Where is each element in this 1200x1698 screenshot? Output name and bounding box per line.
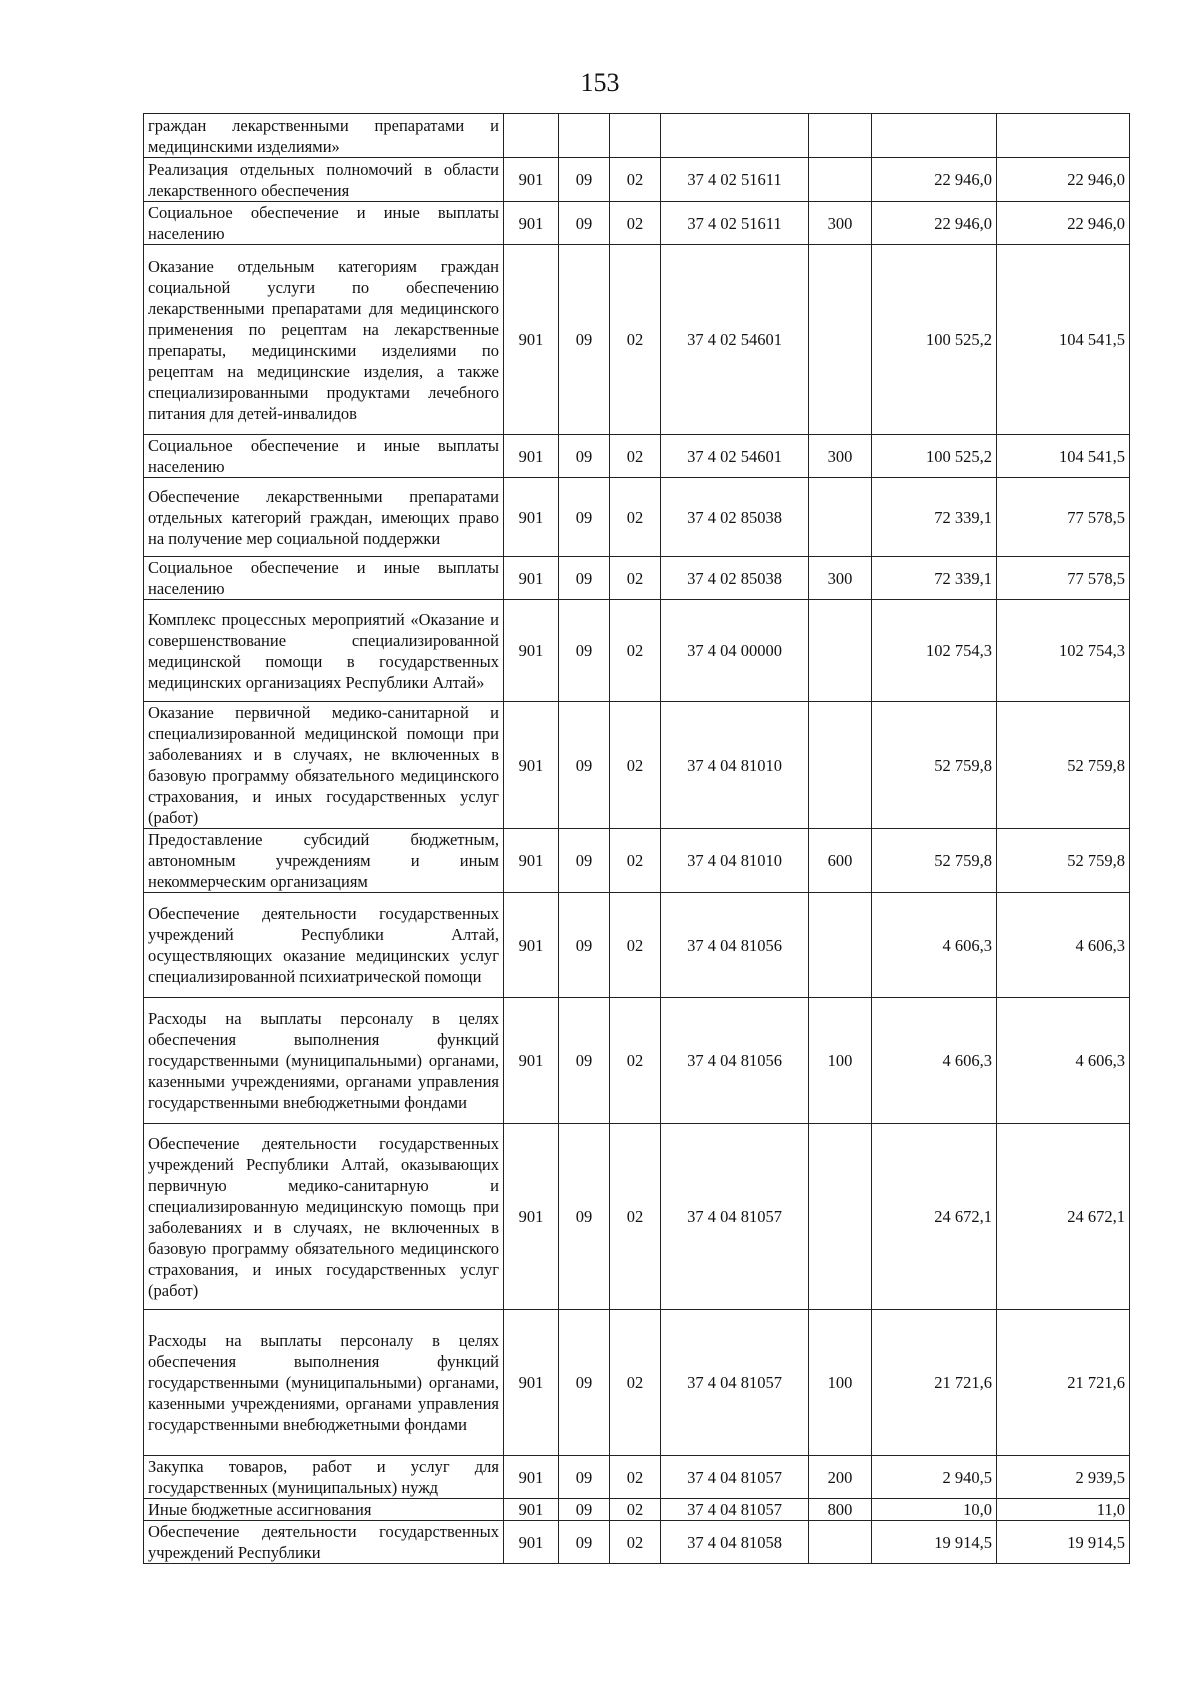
cell-amount-year-1: 22 946,0 <box>872 158 997 202</box>
cell-target-article: 37 4 04 81010 <box>661 829 809 893</box>
cell-amount-year-1: 72 339,1 <box>872 478 997 557</box>
table-row <box>144 245 1130 435</box>
cell-expense-type <box>809 245 872 435</box>
cell-amount-year-2: 21 721,6 <box>997 1310 1130 1456</box>
table-row <box>144 435 1130 478</box>
cell-description: граждан лекарственными препаратами и медицинскими изделиями» <box>144 114 504 158</box>
cell-target-article: 37 4 04 81057 <box>661 1124 809 1310</box>
cell-amount-year-1: 100 525,2 <box>872 435 997 478</box>
cell-target-article: 37 4 04 81056 <box>661 998 809 1124</box>
cell-description: Расходы на выплаты персоналу в целях обеспечения выполнения функций государственными (муниципальными) органами, казенными учреждениями, органами управления государственными внебюджетными фондами <box>144 998 504 1124</box>
cell-subsection: 02 <box>610 1521 661 1564</box>
cell-section: 09 <box>559 702 610 829</box>
cell-amount-year-1: 4 606,3 <box>872 998 997 1124</box>
cell-description: Обеспечение деятельности государственных учреждений Республики Алтай, осуществляющих оказание медицинских услуг специализированной психиатрической помощи <box>144 893 504 998</box>
cell-admin-code: 901 <box>504 1521 559 1564</box>
cell-description: Оказание отдельным категориям граждан социальной услуги по обеспечению лекарственными препаратами для медицинского применения по рецептам на лекарственные препараты, медицинскими изделиями по рецептам на медицинские изделия, а также специализированными продуктами лечебного питания для детей-инвалидов <box>144 245 504 435</box>
table-row <box>144 1124 1130 1310</box>
cell-subsection: 02 <box>610 702 661 829</box>
table-row <box>144 1521 1130 1564</box>
cell-expense-type: 300 <box>809 435 872 478</box>
cell-admin-code: 901 <box>504 998 559 1124</box>
table-row <box>144 557 1130 600</box>
cell-section: 09 <box>559 600 610 702</box>
cell-target-article: 37 4 02 54601 <box>661 245 809 435</box>
cell-expense-type: 100 <box>809 1310 872 1456</box>
cell-expense-type <box>809 600 872 702</box>
cell-section: 09 <box>559 202 610 245</box>
table-row <box>144 114 1130 158</box>
cell-description: Комплекс процессных мероприятий «Оказание и совершенствование специализированной медицинской помощи в государственных медицинских организациях Республики Алтай» <box>144 600 504 702</box>
cell-expense-type: 300 <box>809 202 872 245</box>
cell-subsection: 02 <box>610 893 661 998</box>
table-row <box>144 1499 1130 1521</box>
cell-admin-code: 901 <box>504 478 559 557</box>
cell-section: 09 <box>559 1499 610 1521</box>
table-row <box>144 998 1130 1124</box>
cell-amount-year-1: 52 759,8 <box>872 702 997 829</box>
cell-section: 09 <box>559 1310 610 1456</box>
cell-amount-year-2: 77 578,5 <box>997 478 1130 557</box>
cell-target-article: 37 4 04 81056 <box>661 893 809 998</box>
cell-subsection: 02 <box>610 1124 661 1310</box>
cell-admin-code: 901 <box>504 893 559 998</box>
cell-amount-year-2: 102 754,3 <box>997 600 1130 702</box>
cell-section: 09 <box>559 158 610 202</box>
cell-target-article: 37 4 04 81057 <box>661 1310 809 1456</box>
cell-description: Обеспечение лекарственными препаратами отдельных категорий граждан, имеющих право на получение мер социальной поддержки <box>144 478 504 557</box>
cell-amount-year-2 <box>997 114 1130 158</box>
table-row <box>144 1310 1130 1456</box>
cell-description: Обеспечение деятельности государственных учреждений Республики <box>144 1521 504 1564</box>
cell-section: 09 <box>559 1456 610 1499</box>
cell-amount-year-2: 52 759,8 <box>997 702 1130 829</box>
cell-admin-code: 901 <box>504 1310 559 1456</box>
budget-table <box>143 113 1130 1564</box>
cell-amount-year-2: 4 606,3 <box>997 893 1130 998</box>
cell-amount-year-1: 19 914,5 <box>872 1521 997 1564</box>
cell-section: 09 <box>559 1521 610 1564</box>
cell-admin-code <box>504 114 559 158</box>
cell-admin-code: 901 <box>504 702 559 829</box>
cell-amount-year-2: 24 672,1 <box>997 1124 1130 1310</box>
cell-target-article: 37 4 04 00000 <box>661 600 809 702</box>
cell-section: 09 <box>559 829 610 893</box>
cell-expense-type <box>809 893 872 998</box>
cell-description: Оказание первичной медико-санитарной и специализированной медицинской помощи при заболеваниях и в случаях, не включенных в базовую программу обязательного медицинского страхования, и иных государственных услуг (работ) <box>144 702 504 829</box>
cell-target-article <box>661 114 809 158</box>
cell-amount-year-2: 4 606,3 <box>997 998 1130 1124</box>
cell-subsection: 02 <box>610 1499 661 1521</box>
cell-description: Социальное обеспечение и иные выплаты населению <box>144 202 504 245</box>
cell-expense-type: 600 <box>809 829 872 893</box>
cell-expense-type <box>809 1521 872 1564</box>
cell-expense-type <box>809 114 872 158</box>
cell-admin-code: 901 <box>504 600 559 702</box>
cell-target-article: 37 4 02 54601 <box>661 435 809 478</box>
cell-amount-year-2: 52 759,8 <box>997 829 1130 893</box>
cell-subsection <box>610 114 661 158</box>
cell-expense-type: 100 <box>809 998 872 1124</box>
cell-section <box>559 114 610 158</box>
cell-target-article: 37 4 02 51611 <box>661 158 809 202</box>
cell-description: Реализация отдельных полномочий в области лекарственного обеспечения <box>144 158 504 202</box>
cell-amount-year-1: 102 754,3 <box>872 600 997 702</box>
cell-section: 09 <box>559 245 610 435</box>
cell-amount-year-2: 104 541,5 <box>997 435 1130 478</box>
cell-amount-year-1: 4 606,3 <box>872 893 997 998</box>
table-row <box>144 702 1130 829</box>
table-row <box>144 478 1130 557</box>
cell-target-article: 37 4 02 85038 <box>661 478 809 557</box>
cell-expense-type: 800 <box>809 1499 872 1521</box>
cell-subsection: 02 <box>610 478 661 557</box>
cell-amount-year-1: 72 339,1 <box>872 557 997 600</box>
cell-expense-type: 300 <box>809 557 872 600</box>
cell-admin-code: 901 <box>504 829 559 893</box>
cell-section: 09 <box>559 1124 610 1310</box>
cell-amount-year-1: 10,0 <box>872 1499 997 1521</box>
cell-amount-year-2: 22 946,0 <box>997 158 1130 202</box>
cell-amount-year-1 <box>872 114 997 158</box>
cell-amount-year-2: 104 541,5 <box>997 245 1130 435</box>
cell-target-article: 37 4 04 81010 <box>661 702 809 829</box>
cell-section: 09 <box>559 478 610 557</box>
cell-section: 09 <box>559 435 610 478</box>
cell-admin-code: 901 <box>504 158 559 202</box>
cell-target-article: 37 4 02 51611 <box>661 202 809 245</box>
table-row <box>144 202 1130 245</box>
cell-subsection: 02 <box>610 600 661 702</box>
cell-subsection: 02 <box>610 435 661 478</box>
table-row <box>144 829 1130 893</box>
cell-amount-year-2: 22 946,0 <box>997 202 1130 245</box>
cell-section: 09 <box>559 557 610 600</box>
cell-expense-type <box>809 158 872 202</box>
cell-target-article: 37 4 04 81057 <box>661 1456 809 1499</box>
cell-description: Социальное обеспечение и иные выплаты населению <box>144 557 504 600</box>
cell-amount-year-2: 19 914,5 <box>997 1521 1130 1564</box>
cell-admin-code: 901 <box>504 1499 559 1521</box>
cell-section: 09 <box>559 998 610 1124</box>
cell-target-article: 37 4 02 85038 <box>661 557 809 600</box>
cell-subsection: 02 <box>610 557 661 600</box>
table-row <box>144 1456 1130 1499</box>
cell-expense-type <box>809 1124 872 1310</box>
cell-admin-code: 901 <box>504 1456 559 1499</box>
cell-subsection: 02 <box>610 998 661 1124</box>
cell-description: Расходы на выплаты персоналу в целях обеспечения выполнения функций государственными (муниципальными) органами, казенными учреждениями, органами управления государственными внебюджетными фондами <box>144 1310 504 1456</box>
cell-amount-year-1: 100 525,2 <box>872 245 997 435</box>
cell-description: Закупка товаров, работ и услуг для государственных (муниципальных) нужд <box>144 1456 504 1499</box>
page-number: 153 <box>580 68 620 97</box>
cell-subsection: 02 <box>610 202 661 245</box>
cell-amount-year-1: 52 759,8 <box>872 829 997 893</box>
cell-amount-year-1: 21 721,6 <box>872 1310 997 1456</box>
cell-admin-code: 901 <box>504 202 559 245</box>
cell-subsection: 02 <box>610 1310 661 1456</box>
table-row <box>144 158 1130 202</box>
cell-subsection: 02 <box>610 245 661 435</box>
cell-amount-year-1: 2 940,5 <box>872 1456 997 1499</box>
cell-description: Социальное обеспечение и иные выплаты населению <box>144 435 504 478</box>
cell-subsection: 02 <box>610 829 661 893</box>
cell-target-article: 37 4 04 81058 <box>661 1521 809 1564</box>
cell-amount-year-2: 77 578,5 <box>997 557 1130 600</box>
cell-admin-code: 901 <box>504 1124 559 1310</box>
cell-admin-code: 901 <box>504 557 559 600</box>
cell-expense-type <box>809 702 872 829</box>
cell-amount-year-1: 24 672,1 <box>872 1124 997 1310</box>
cell-amount-year-2: 2 939,5 <box>997 1456 1130 1499</box>
cell-section: 09 <box>559 893 610 998</box>
cell-amount-year-2: 11,0 <box>997 1499 1130 1521</box>
cell-expense-type: 200 <box>809 1456 872 1499</box>
table-row <box>144 893 1130 998</box>
budget-table-body <box>144 114 1130 1564</box>
table-row <box>144 600 1130 702</box>
cell-description: Иные бюджетные ассигнования <box>144 1499 504 1521</box>
cell-description: Предоставление субсидий бюджетным, автономным учреждениям и иным некоммерческим организациям <box>144 829 504 893</box>
cell-subsection: 02 <box>610 158 661 202</box>
cell-admin-code: 901 <box>504 435 559 478</box>
cell-admin-code: 901 <box>504 245 559 435</box>
cell-description: Обеспечение деятельности государственных учреждений Республики Алтай, оказывающих первичную медико-санитарную и специализированную медицинскую помощь при заболеваниях и в случаях, не включенных в базовую программу обязательного медицинского страхования, и иных государственных услуг (работ) <box>144 1124 504 1310</box>
cell-subsection: 02 <box>610 1456 661 1499</box>
cell-target-article: 37 4 04 81057 <box>661 1499 809 1521</box>
cell-expense-type <box>809 478 872 557</box>
cell-amount-year-1: 22 946,0 <box>872 202 997 245</box>
